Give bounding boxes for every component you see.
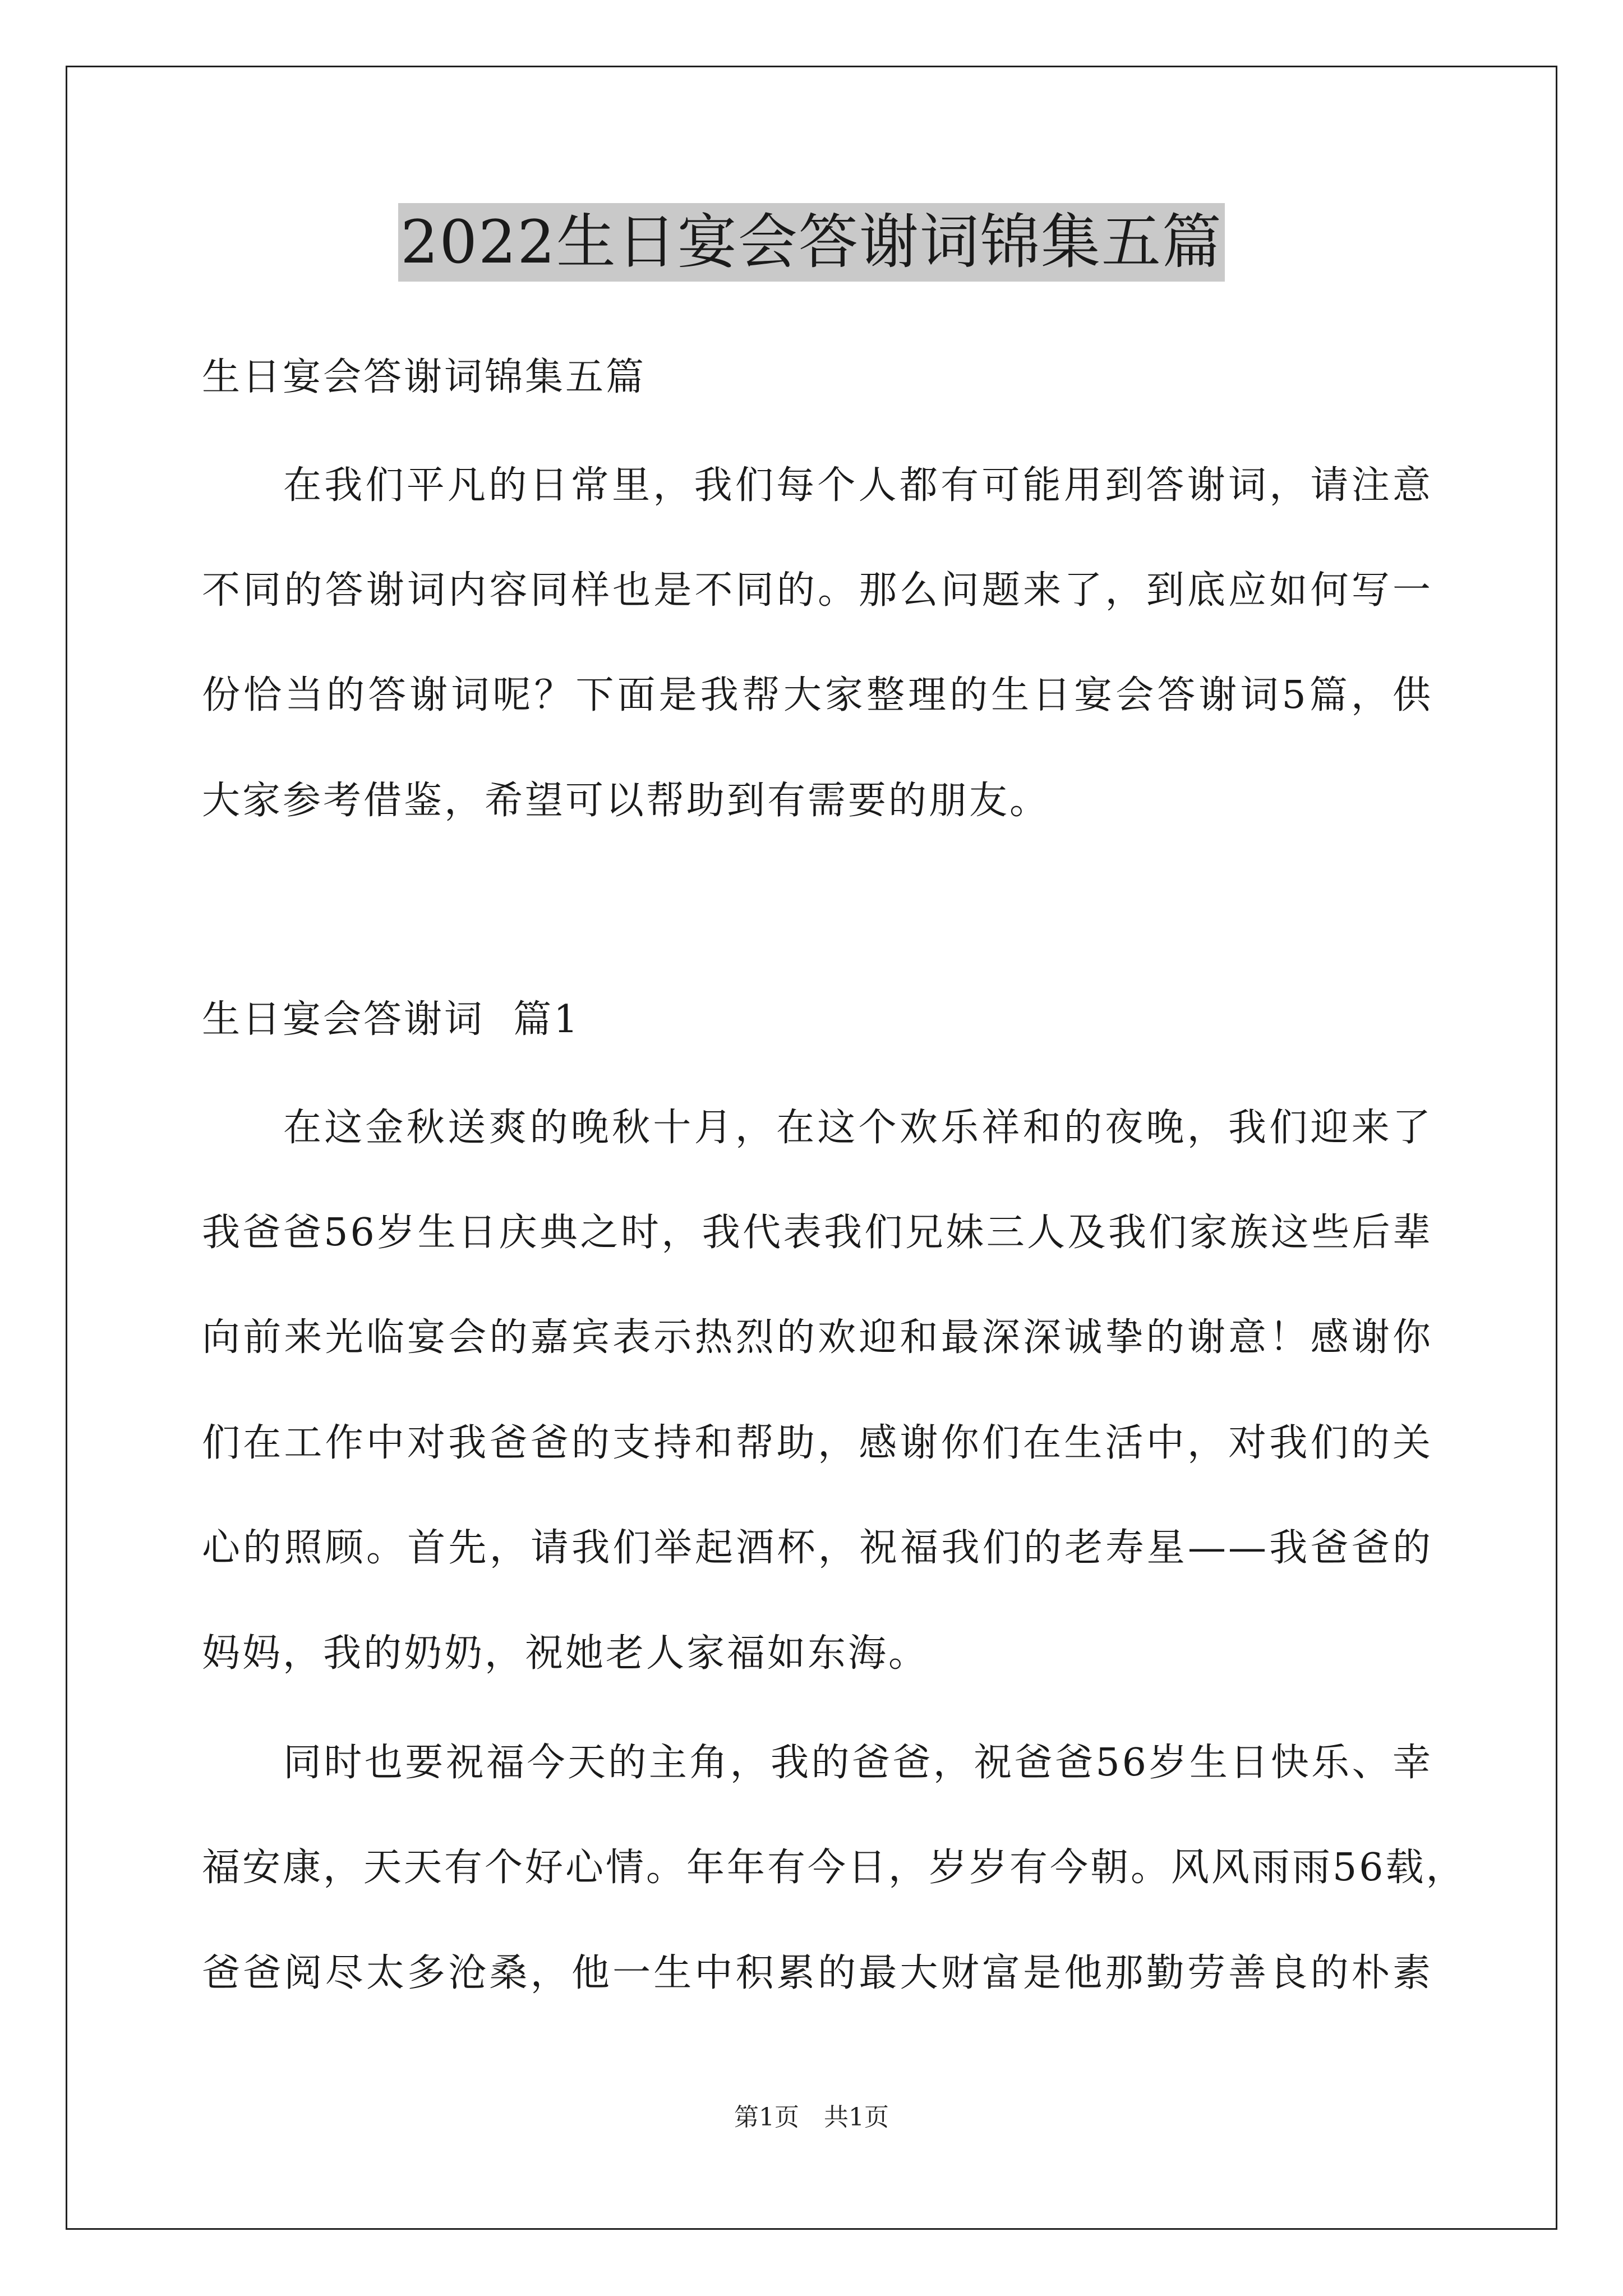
para1-line-6: 妈妈，我的奶奶，祝她老人家福如东海。 xyxy=(202,1631,929,1676)
para1-line-5: 心的照顾。首先，请我们举起酒杯，祝福我们的老寿星——我爸爸的 xyxy=(202,1526,1433,1570)
intro-line-4: 大家参考借鉴，希望可以帮助到有需要的朋友。 xyxy=(202,779,1050,823)
document-subtitle: 生日宴会答谢词锦集五篇 xyxy=(202,355,647,399)
para1-line-2: 我爸爸56岁生日庆典之时，我代表我们兄妹三人及我们家族这些后辈 xyxy=(202,1211,1433,1255)
para2-line-2: 福安康，天天有个好心情。年年有今日，岁岁有今朝。风风雨雨56载， xyxy=(202,1846,1467,1890)
section-heading: 生日宴会答谢词 篇1 xyxy=(202,997,580,1042)
para2-line-3: 爸爸阅尽太多沧桑，他一生中积累的最大财富是他那勤劳善良的朴素 xyxy=(202,1951,1433,1995)
intro-line-1: 在我们平凡的日常里，我们每个人都有可能用到答谢词，请注意 xyxy=(283,463,1433,508)
para1-line-3: 向前来光临宴会的嘉宾表示热烈的欢迎和最深深诚挚的谢意！感谢你 xyxy=(202,1315,1433,1360)
document-title: 2022生日宴会答谢词锦集五篇 xyxy=(398,203,1225,282)
para1-line-1: 在这金秋送爽的晚秋十月，在这个欢乐祥和的夜晚，我们迎来了 xyxy=(283,1106,1433,1150)
page-footer: 第1页 共1页 xyxy=(734,2103,889,2132)
para1-line-4: 们在工作中对我爸爸的支持和帮助，感谢你们在生活中，对我们的关 xyxy=(202,1421,1433,1465)
para2-line-1: 同时也要祝福今天的主角，我的爸爸，祝爸爸56岁生日快乐、幸 xyxy=(283,1741,1433,1785)
intro-line-3: 份恰当的答谢词呢？下面是我帮大家整理的生日宴会答谢词5篇，供 xyxy=(202,673,1433,717)
title-container xyxy=(0,203,1623,282)
intro-line-2: 不同的答谢词内容同样也是不同的。那么问题来了，到底应如何写一 xyxy=(202,568,1433,613)
